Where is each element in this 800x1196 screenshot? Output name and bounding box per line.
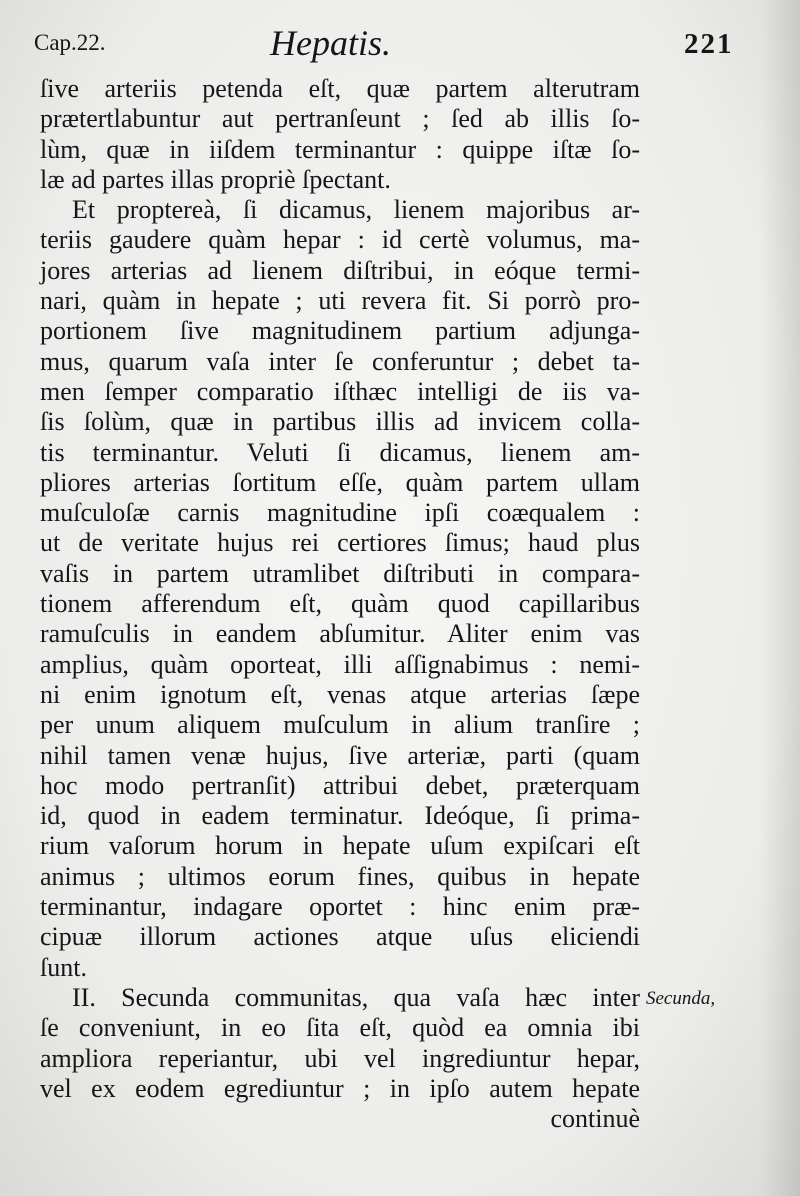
text-line: ampliora reperiantur, ubi vel ingrediuntur hepar, (40, 1043, 640, 1073)
text-line: portionem ſive magnitudinem partium adjunga- (40, 316, 640, 346)
text-line: Et proptereà, ſi dicamus, lienem majoribus ar- (72, 195, 640, 225)
text-line: pliores arterias ſortitum eſſe, quàm partem ullam (40, 467, 640, 497)
chapter-label: Cap.22. (34, 30, 106, 55)
text-line: tis terminantur. Veluti ſi dicamus, lienem am- (40, 437, 640, 467)
text-line: ſe conveniunt, in eo ſita eſt, quòd ea omnia ibi (40, 1013, 640, 1043)
body-text (40, 74, 640, 1134)
text-line: ni enim ignotum eſt, venas atque arterias ſæpe (40, 679, 640, 709)
text-line: vel ex eodem egrediuntur ; in ipſo autem hepate (40, 1073, 640, 1103)
text-line: II. Secunda communitas, qua vaſa hæc inter (72, 982, 640, 1012)
text-line: per unum aliquem muſculum in alium tranſire ; (40, 710, 640, 740)
text-line: men ſemper comparatio iſthæc intelligi de iis va- (40, 376, 640, 406)
margin-note: Secunda, (646, 988, 716, 1009)
text-line: nihil tamen venæ hujus, ſive arteriæ, parti (quam (40, 740, 640, 770)
text-line: rium vaſorum horum in hepate uſum expiſcari eſt (40, 831, 640, 861)
running-head (0, 22, 800, 72)
text-line: cipuæ illorum actiones atque uſus eliciendi (40, 922, 640, 952)
text-line: tionem afferendum eſt, quàm quod capillaribus (40, 589, 640, 619)
text-line: terminantur, indagare oportet : hinc enim præ- (40, 892, 640, 922)
text-line: hoc modo pertranſit) attribui debet, præterquam (40, 770, 640, 800)
text-line: ut de veritate hujus rei certiores ſimus; haud plus (40, 528, 640, 558)
text-line: nari, quàm in hepate ; uti revera fit. Si porrò pro- (40, 286, 640, 316)
page-number: 221 (684, 28, 734, 60)
text-line: ramuſculis in eandem abſumitur. Aliter enim vas (40, 619, 640, 649)
text-line: ſunt. (40, 952, 87, 982)
text-line: lùm, quæ in iiſdem terminantur : quippe iſtæ ſo- (40, 134, 640, 164)
page-edge-shadow (760, 0, 800, 1196)
text-line: animus ; ultimos eorum fines, quibus in hepate (40, 861, 640, 891)
text-line: id, quod in eadem terminatur. Ideóque, ſi prima- (40, 801, 640, 831)
text-line: ſis ſolùm, quæ in partibus illis ad invicem colla- (40, 407, 640, 437)
text-line: mus, quarum vaſa inter ſe conferuntur ; debet ta- (40, 346, 640, 376)
text-line: ſive arteriis petenda eſt, quæ partem alterutram (40, 74, 640, 103)
running-title: Hepatis. (270, 23, 391, 63)
text-line: amplius, quàm oporteat, illi aſſignabimus : nemi- (40, 649, 640, 679)
text-line: læ ad partes illas propriè ſpectant. (40, 164, 391, 194)
text-line: teriis gaudere quàm hepar : id certè volumus, ma- (40, 225, 640, 255)
text-line: jores arterias ad lienem diſtribui, in eóque termi- (40, 255, 640, 285)
text-line: prætertlabuntur aut pertranſeunt ; ſed ab illis ſo- (40, 104, 640, 134)
text-line: vaſis in partem utramlibet diſtributi in compara- (40, 558, 640, 588)
text-line: muſculoſæ carnis magnitudine ipſi coæqualem : (40, 498, 640, 528)
catchword: continuè (550, 1104, 640, 1134)
